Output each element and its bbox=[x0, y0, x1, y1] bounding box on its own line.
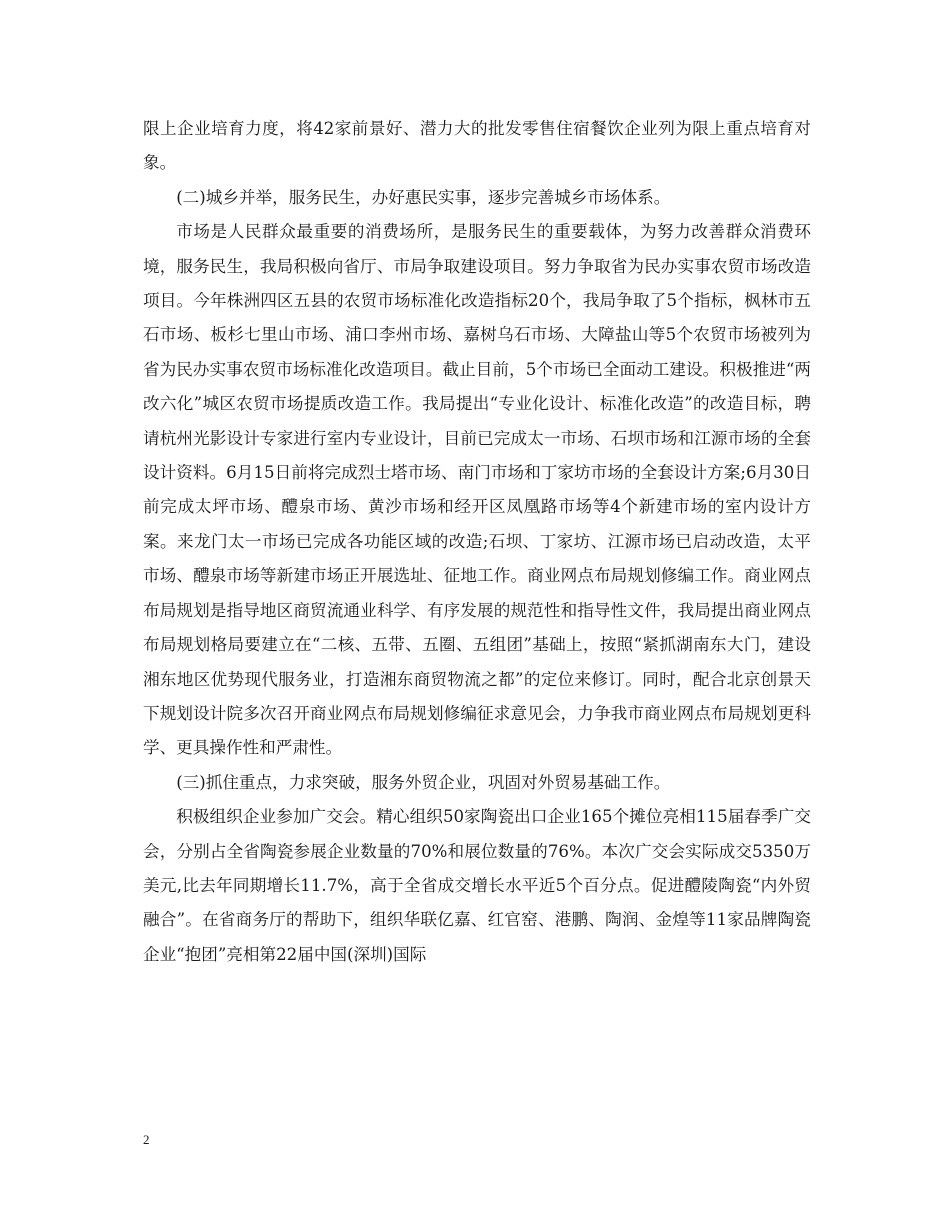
paragraph-continuation: 限上企业培育力度，将42家前景好、潜力大的批发零售住宿餐饮企业列为限上重点培育对象。 bbox=[143, 119, 811, 173]
section-heading-2: (二)城乡并举，服务民生，办好惠民实事，逐步完善城乡市场体系。 bbox=[176, 187, 671, 207]
section-heading-3: (三)抓住重点，力求突破，服务外贸企业，巩固对外贸易基础工作。 bbox=[176, 772, 671, 792]
paragraph-trade: 积极组织企业参加广交会。精心组织50家陶瓷出口企业165个摊位亮相115届春季广交会，分别占全省陶瓷参展企业数量的70%和展位数量的76%。本次广交会实际成交5350万美元,比去年同期增长11.7%，高于全省成交增长水平近5个百分点。促进醴陵陶瓷“内外贸融合”。在省商务厅的帮助下，组织华联亿嘉、红官窑、港鹏、陶润、金煌等11家品牌陶瓷企业“抱团”亮相第22届中国(深圳)国际 bbox=[143, 807, 811, 964]
page-number: 2 bbox=[143, 1132, 150, 1147]
paragraph-market: 市场是人民群众最重要的消费场所，是服务民生的重要载体，为努力改善群众消费环境，服务民生，我局积极向省厅、市局争取建设项目。努力争取省为民办实事农贸市场改造项目。今年株洲四区五县的农贸市场标准化改造指标20个，我局争取了5个指标，枫林市五石市场、板杉七里山市场、浦口李州市场、嘉树乌石市场、大障盐山等5个农贸市场被列为省为民办实事农贸市场标准化改造项目。截止目前，5个市场已全面动工建设。积极推进“两改六化”城区农贸市场提质改造工作。我局提出“专业化设计、标准化改造”的改造目标，聘请杭州光影设计专家进行室内专业设计，目前已完成太一市场、石坝市场和江源市场的全套设计资料。6月15日前将完成烈士塔市场、南门市场和丁家坊市场的全套设计方案;6月30日前完成太坪市场、醴泉市场、黄沙市场和经开区凤凰路市场等4个新建市场的室内设计方案。来龙门太一市场已完成各功能区域的改造;石坝、丁家坊、江源市场已启动改造，太平市场、醴泉市场等新建市场正开展选址、征地工作。商业网点布局规划修编工作。商业网点布局规划是指导地区商贸流通业科学、有序发展的规范性和指导性文件，我局提出商业网点布局规划格局要建立在“二核、五带、五圈、五组团”基础上，按照“紧抓湖南东大门，建设湘东地区优势现代服务业，打造湘东商贸物流之都”的定位来修订。同时，配合北京创景天下规划设计院多次召开商业网点布局规划修编征求意见会，力争我市商业网点布局规划更科学、更具操作性和严肃性。 bbox=[143, 222, 811, 758]
document-body bbox=[143, 112, 811, 972]
